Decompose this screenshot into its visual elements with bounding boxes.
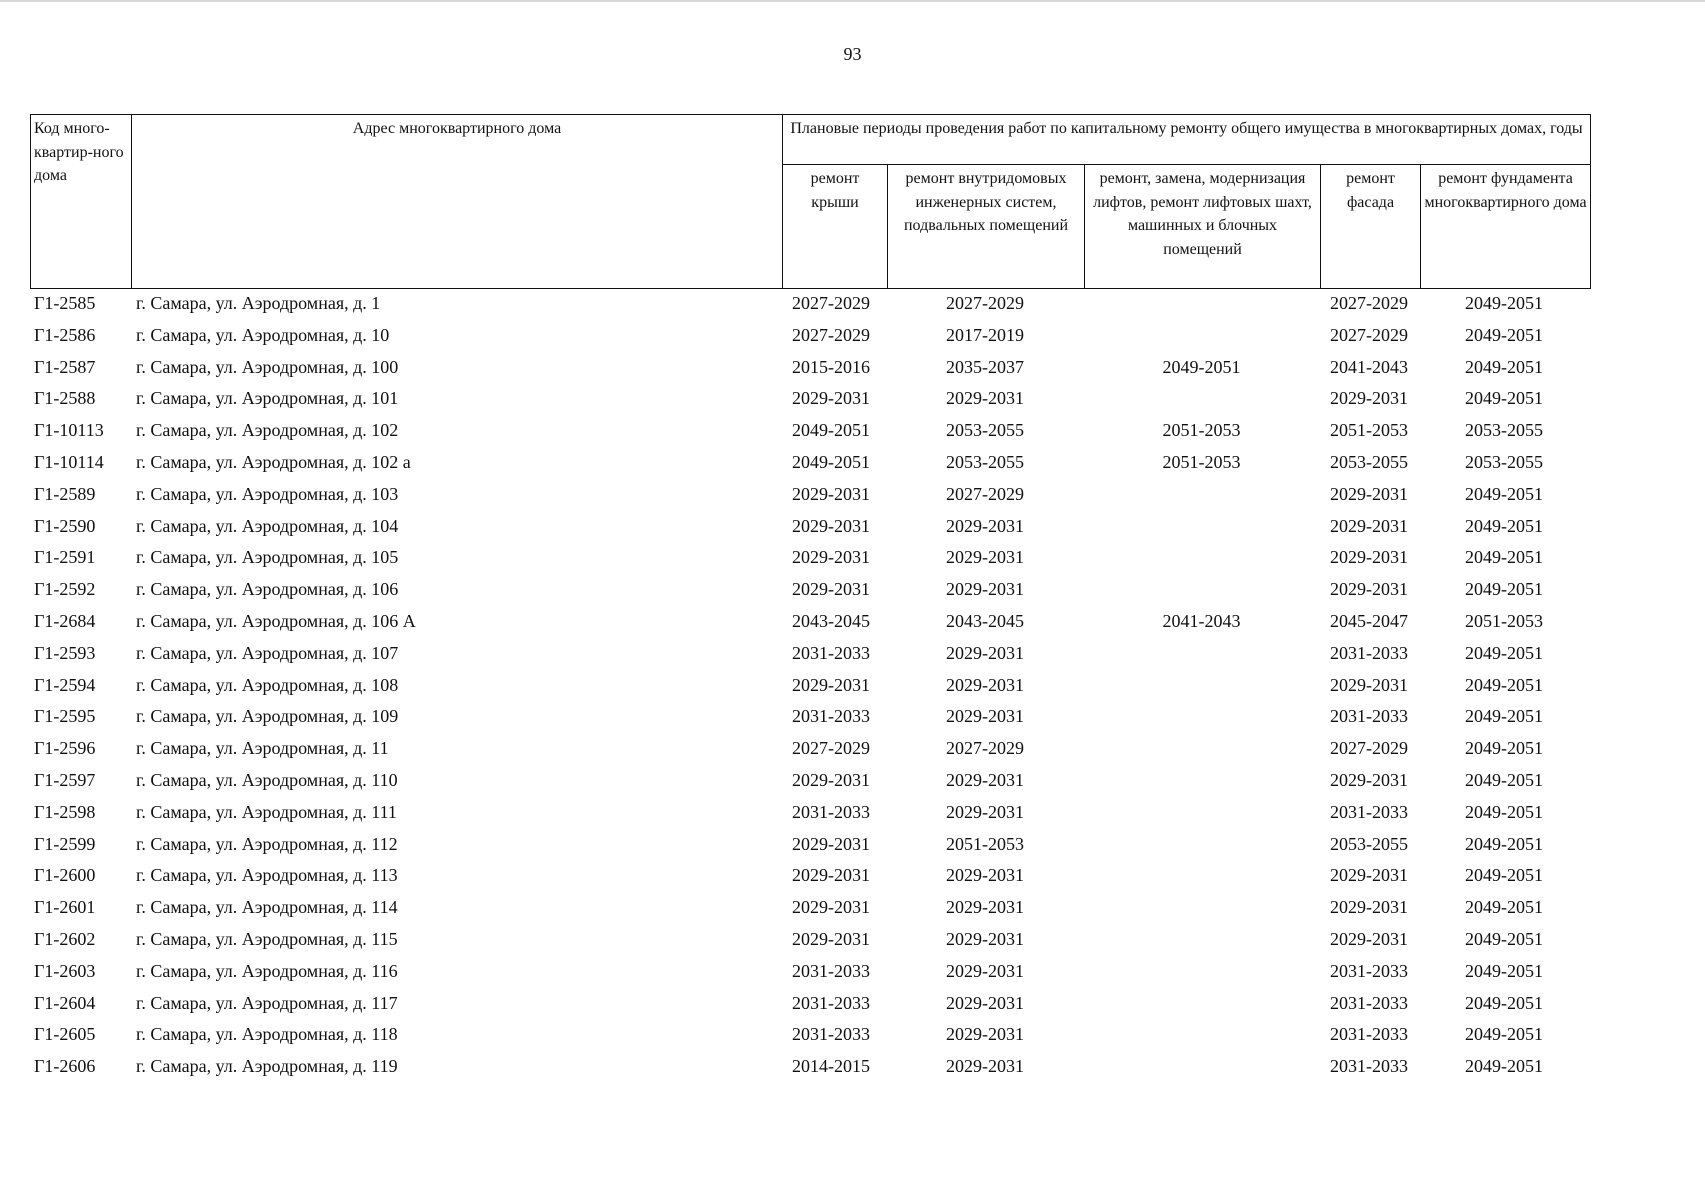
cell-roof: 2029-2031: [792, 547, 870, 568]
cell-roof: 2029-2031: [792, 674, 870, 695]
table-row: [30, 766, 1590, 798]
cell-facade: 2029-2031: [1330, 515, 1408, 536]
cell-engineering: 2029-2031: [946, 388, 1024, 409]
cell-roof: 2029-2031: [792, 388, 870, 409]
cell-address: г. Самара, ул. Аэродромная, д. 105: [136, 547, 399, 568]
cell-foundation: 2049-2051: [1465, 992, 1543, 1013]
cell-address: г. Самара, ул. Аэродромная, д. 1: [136, 293, 381, 313]
cell-facade: 2027-2029: [1330, 738, 1408, 759]
header-facade: ремонт фасада: [1321, 165, 1421, 289]
cell-address: г. Самара, ул. Аэродромная, д. 108: [136, 674, 399, 695]
table-row: [30, 702, 1590, 734]
table-row: [30, 448, 1590, 480]
cell-roof: 2049-2051: [792, 451, 870, 472]
cell-address: г. Самара, ул. Аэродромная, д. 106: [136, 579, 399, 600]
cell-roof: 2027-2029: [792, 324, 870, 345]
cell-facade: 2031-2033: [1330, 706, 1408, 727]
cell-foundation: 2049-2051: [1465, 738, 1543, 759]
cell-facade: 2029-2031: [1330, 865, 1408, 886]
cell-roof: 2027-2029: [792, 738, 870, 759]
cell-engineering: 2035-2037: [946, 356, 1024, 377]
cell-engineering: 2029-2031: [946, 960, 1024, 981]
table-row: [30, 957, 1590, 989]
cell-roof: 2027-2029: [792, 293, 870, 313]
cell-code: Г1-2592: [34, 579, 96, 600]
cell-engineering: 2029-2031: [946, 642, 1024, 663]
cell-code: Г1-2599: [34, 833, 96, 854]
cell-engineering: 2029-2031: [946, 865, 1024, 886]
cell-facade: 2031-2033: [1330, 960, 1408, 981]
table-row: [30, 989, 1590, 1021]
cell-foundation: 2053-2055: [1465, 420, 1543, 441]
cell-foundation: 2049-2051: [1465, 897, 1543, 918]
scan-top-edge: [0, 0, 1705, 2]
table-body: [30, 289, 1590, 1084]
cell-code: Г1-2604: [34, 992, 96, 1013]
cell-facade: 2029-2031: [1330, 579, 1408, 600]
cell-foundation: 2049-2051: [1465, 642, 1543, 663]
cell-facade: 2041-2043: [1330, 356, 1408, 377]
cell-foundation: 2049-2051: [1465, 579, 1543, 600]
cell-code: Г1-2595: [34, 706, 96, 727]
cell-address: г. Самара, ул. Аэродромная, д. 116: [136, 960, 398, 981]
table-row: [30, 925, 1590, 957]
cell-code: Г1-2606: [34, 1056, 96, 1077]
cell-facade: 2053-2055: [1330, 451, 1408, 472]
table-row: [30, 543, 1590, 575]
cell-foundation: 2049-2051: [1465, 483, 1543, 504]
cell-address: г. Самара, ул. Аэродромная, д. 103: [136, 483, 399, 504]
cell-roof: 2043-2045: [792, 610, 870, 631]
cell-code: Г1-2590: [34, 515, 96, 536]
cell-code: Г1-10114: [34, 451, 104, 472]
cell-foundation: 2049-2051: [1465, 833, 1543, 854]
cell-facade: 2031-2033: [1330, 992, 1408, 1013]
cell-facade: 2029-2031: [1330, 769, 1408, 790]
cell-engineering: 2051-2053: [946, 833, 1024, 854]
cell-facade: 2045-2047: [1330, 610, 1408, 631]
cell-engineering: 2027-2029: [946, 738, 1024, 759]
cell-code: Г1-2596: [34, 738, 96, 759]
cell-roof: 2031-2033: [792, 706, 870, 727]
cell-engineering: 2029-2031: [946, 769, 1024, 790]
cell-facade: 2029-2031: [1330, 547, 1408, 568]
cell-facade: 2029-2031: [1330, 388, 1408, 409]
cell-address: г. Самара, ул. Аэродромная, д. 106 А: [136, 610, 416, 631]
table-row: [30, 512, 1590, 544]
cell-engineering: 2027-2029: [946, 483, 1024, 504]
cell-roof: 2031-2033: [792, 992, 870, 1013]
cell-code: Г1-2593: [34, 642, 96, 663]
cell-facade: 2031-2033: [1330, 801, 1408, 822]
table-row: [30, 893, 1590, 925]
table-row: [30, 830, 1590, 862]
cell-roof: 2031-2033: [792, 1024, 870, 1045]
cell-address: г. Самара, ул. Аэродромная, д. 118: [136, 1024, 398, 1045]
header-foundation: ремонт фундамента многоквартирного дома: [1421, 165, 1591, 289]
cell-facade: 2027-2029: [1330, 324, 1408, 345]
table-row: [30, 671, 1590, 703]
cell-address: г. Самара, ул. Аэродромная, д. 104: [136, 515, 399, 536]
cell-address: г. Самара, ул. Аэродромная, д. 102 а: [136, 451, 411, 472]
cell-facade: 2029-2031: [1330, 928, 1408, 949]
cell-code: Г1-2585: [34, 293, 96, 313]
cell-address: г. Самара, ул. Аэродромная, д. 102: [136, 420, 399, 441]
header-engineering: ремонт внутридомовых инженерных систем, подвальных помещений: [888, 165, 1085, 289]
table-row: [30, 575, 1590, 607]
cell-foundation: 2049-2051: [1465, 769, 1543, 790]
cell-code: Г1-2594: [34, 674, 96, 695]
cell-address: г. Самара, ул. Аэродромная, д. 115: [136, 928, 398, 949]
cell-code: Г1-10113: [34, 420, 104, 441]
table-row: [30, 384, 1590, 416]
cell-roof: 2029-2031: [792, 833, 870, 854]
header-address: Адрес многоквартирного дома: [132, 115, 783, 289]
cell-code: Г1-2589: [34, 483, 96, 504]
cell-engineering: 2029-2031: [946, 1056, 1024, 1077]
cell-address: г. Самара, ул. Аэродромная, д. 107: [136, 642, 399, 663]
cell-roof: 2031-2033: [792, 960, 870, 981]
cell-engineering: 2029-2031: [946, 674, 1024, 695]
cell-facade: 2029-2031: [1330, 897, 1408, 918]
table-row: [30, 416, 1590, 448]
cell-address: г. Самара, ул. Аэродромная, д. 117: [136, 992, 398, 1013]
cell-address: г. Самара, ул. Аэродромная, д. 11: [136, 738, 389, 759]
cell-address: г. Самара, ул. Аэродромная, д. 111: [136, 801, 397, 822]
cell-foundation: 2049-2051: [1465, 388, 1543, 409]
table-row: [30, 639, 1590, 671]
cell-code: Г1-2684: [34, 610, 96, 631]
cell-engineering: 2017-2019: [946, 324, 1024, 345]
cell-engineering: 2053-2055: [946, 420, 1024, 441]
cell-foundation: 2049-2051: [1465, 674, 1543, 695]
table-row: [30, 607, 1590, 639]
cell-engineering: 2027-2029: [946, 293, 1024, 313]
cell-foundation: 2049-2051: [1465, 547, 1543, 568]
cell-address: г. Самара, ул. Аэродромная, д. 112: [136, 833, 398, 854]
cell-foundation: 2049-2051: [1465, 356, 1543, 377]
cell-code: Г1-2597: [34, 769, 96, 790]
cell-foundation: 2049-2051: [1465, 928, 1543, 949]
cell-roof: 2014-2015: [792, 1056, 870, 1077]
header-code: Код много-квартир-ного дома: [31, 115, 132, 289]
cell-code: Г1-2591: [34, 547, 96, 568]
cell-roof: 2015-2016: [792, 356, 870, 377]
cell-engineering: 2029-2031: [946, 515, 1024, 536]
cell-address: г. Самара, ул. Аэродромная, д. 101: [136, 388, 399, 409]
cell-roof: 2029-2031: [792, 515, 870, 536]
cell-facade: 2031-2033: [1330, 1056, 1408, 1077]
cell-code: Г1-2602: [34, 928, 96, 949]
cell-code: Г1-2600: [34, 865, 96, 886]
cell-address: г. Самара, ул. Аэродромная, д. 113: [136, 865, 398, 886]
cell-engineering: 2029-2031: [946, 706, 1024, 727]
cell-roof: 2029-2031: [792, 483, 870, 504]
cell-foundation: 2053-2055: [1465, 451, 1543, 472]
table-row: [30, 1020, 1590, 1052]
cell-foundation: 2049-2051: [1465, 865, 1543, 886]
cell-foundation: 2049-2051: [1465, 1024, 1543, 1045]
header-lifts: ремонт, замена, модернизация лифтов, ремонт лифтовых шахт, машинных и блочных помещений: [1085, 165, 1321, 289]
page-number: 93: [843, 44, 862, 64]
table-row: [30, 798, 1590, 830]
cell-code: Г1-2598: [34, 801, 96, 822]
cell-engineering: 2029-2031: [946, 801, 1024, 822]
cell-code: Г1-2605: [34, 1024, 96, 1045]
header-roof: ремонт крыши: [783, 165, 888, 289]
cell-code: Г1-2586: [34, 324, 96, 345]
cell-foundation: 2049-2051: [1465, 324, 1543, 345]
table-row: [30, 321, 1590, 353]
cell-engineering: 2029-2031: [946, 547, 1024, 568]
cell-roof: 2029-2031: [792, 897, 870, 918]
table-row: [30, 353, 1590, 385]
cell-address: г. Самара, ул. Аэродромная, д. 10: [136, 324, 390, 345]
cell-facade: 2053-2055: [1330, 833, 1408, 854]
cell-facade: 2031-2033: [1330, 642, 1408, 663]
table-row: [30, 734, 1590, 766]
table-row: [30, 289, 1590, 321]
cell-facade: 2029-2031: [1330, 483, 1408, 504]
cell-facade: 2031-2033: [1330, 1024, 1408, 1045]
cell-roof: 2031-2033: [792, 642, 870, 663]
cell-foundation: 2049-2051: [1465, 801, 1543, 822]
cell-foundation: 2049-2051: [1465, 515, 1543, 536]
cell-lifts: 2049-2051: [1162, 356, 1241, 377]
cell-roof: 2029-2031: [792, 579, 870, 600]
cell-engineering: 2043-2045: [946, 610, 1024, 631]
cell-facade: 2051-2053: [1330, 420, 1408, 441]
cell-address: г. Самара, ул. Аэродромная, д. 109: [136, 706, 399, 727]
cell-address: г. Самара, ул. Аэродромная, д. 110: [136, 769, 398, 790]
cell-roof: 2031-2033: [792, 801, 870, 822]
cell-foundation: 2049-2051: [1465, 706, 1543, 727]
cell-engineering: 2029-2031: [946, 897, 1024, 918]
table-row: [30, 480, 1590, 512]
table-header: [30, 114, 1591, 289]
cell-roof: 2049-2051: [792, 420, 870, 441]
cell-lifts: 2051-2053: [1162, 420, 1241, 441]
cell-facade: 2027-2029: [1330, 293, 1408, 313]
table-row: [30, 861, 1590, 893]
cell-code: Г1-2588: [34, 388, 96, 409]
cell-foundation: 2049-2051: [1465, 293, 1543, 313]
cell-engineering: 2029-2031: [946, 579, 1024, 600]
cell-engineering: 2029-2031: [946, 928, 1024, 949]
cell-address: г. Самара, ул. Аэродромная, д. 114: [136, 897, 398, 918]
cell-foundation: 2051-2053: [1465, 610, 1543, 631]
cell-roof: 2029-2031: [792, 769, 870, 790]
cell-code: Г1-2603: [34, 960, 96, 981]
cell-address: г. Самара, ул. Аэродромная, д. 119: [136, 1056, 398, 1077]
cell-foundation: 2049-2051: [1465, 960, 1543, 981]
cell-foundation: 2049-2051: [1465, 1056, 1543, 1077]
cell-code: Г1-2601: [34, 897, 96, 918]
header-periods-group: Плановые периоды проведения работ по капитальному ремонту общего имущества в многоквартирных домах, годы: [783, 115, 1591, 165]
cell-engineering: 2029-2031: [946, 992, 1024, 1013]
cell-lifts: 2051-2053: [1162, 451, 1241, 472]
cell-lifts: 2041-2043: [1162, 610, 1241, 631]
cell-roof: 2029-2031: [792, 865, 870, 886]
cell-code: Г1-2587: [34, 356, 96, 377]
cell-engineering: 2029-2031: [946, 1024, 1024, 1045]
cell-roof: 2029-2031: [792, 928, 870, 949]
cell-facade: 2029-2031: [1330, 674, 1408, 695]
cell-engineering: 2053-2055: [946, 451, 1024, 472]
table-row: [30, 1052, 1590, 1084]
cell-address: г. Самара, ул. Аэродромная, д. 100: [136, 356, 399, 377]
